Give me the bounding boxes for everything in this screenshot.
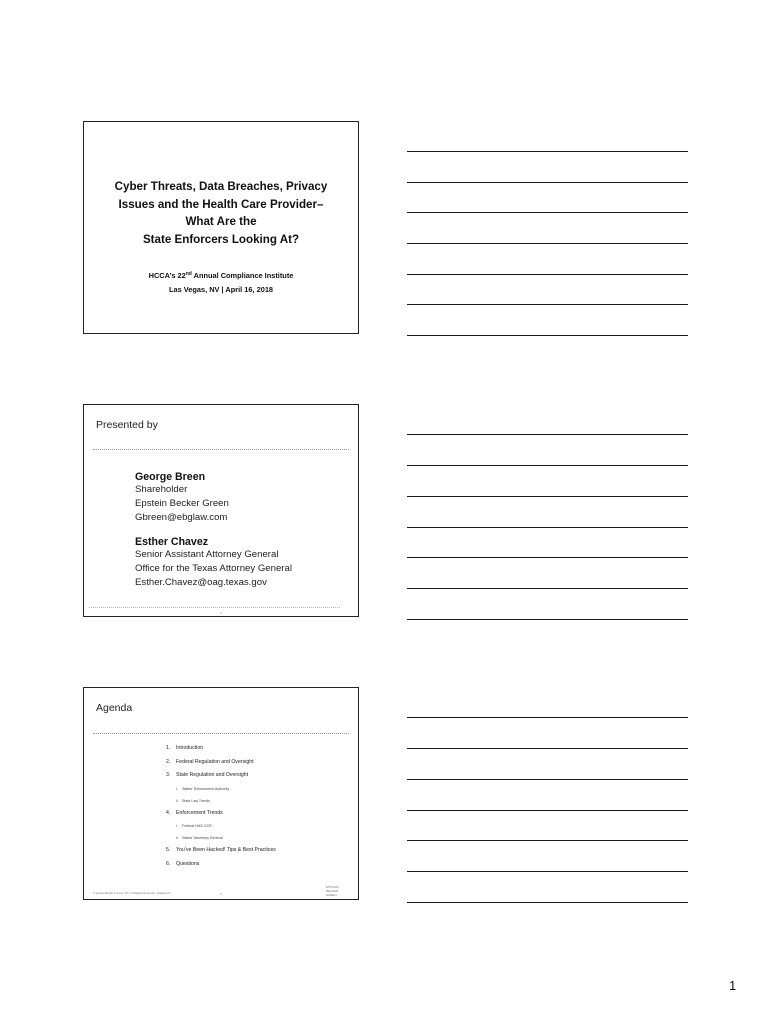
agenda-item: 2. Federal Regulation and Oversight <box>166 758 254 765</box>
slide-page-number: 2 <box>220 611 222 615</box>
note-line <box>407 840 688 841</box>
note-line <box>407 810 688 811</box>
agenda-list <box>166 742 276 871</box>
presenter-detail: Senior Assistant Attorney General <box>135 549 279 560</box>
presenter-block <box>135 536 292 590</box>
note-line <box>407 182 688 183</box>
footer-divider <box>89 607 340 608</box>
note-line <box>407 496 688 497</box>
event-line: HCCA’s 22nd Annual Compliance Institute <box>148 271 294 280</box>
title-line: State Enforcers Looking At? <box>142 232 300 246</box>
note-line <box>407 717 688 718</box>
title-line: Issues and the Health Care Provider– <box>118 197 324 211</box>
slide-page-number: 3 <box>220 892 222 896</box>
slide-footer-text: © Epstein Becker & Green, P.C. | All Rights Reserved. | ebglaw.com <box>93 892 171 895</box>
presenter-detail: Epstein Becker Green <box>135 498 229 509</box>
note-line <box>407 335 688 336</box>
note-line <box>407 212 688 213</box>
note-line <box>407 779 688 780</box>
slide-presenters <box>83 404 359 617</box>
slide-heading: Agenda <box>96 702 133 714</box>
location-line: Las Vegas, NV | April 16, 2018 <box>168 285 274 294</box>
presenter-email[interactable]: Esther.Chavez@oag.texas.gov <box>135 577 267 588</box>
note-line <box>407 151 688 152</box>
firm-logo: EPSTEIN BECKER GREEN <box>326 885 339 897</box>
agenda-item: 5. You’ve Been Hacked! Tips & Best Practices <box>166 847 276 853</box>
presenter-block <box>135 471 229 525</box>
agenda-subitem: i. Federal HHS OCR <box>176 824 212 828</box>
agenda-subitem: ii. State Law Trends <box>176 798 210 803</box>
title-line: Cyber Threats, Data Breaches, Privacy <box>114 180 328 193</box>
note-line <box>407 557 688 558</box>
heading-divider <box>93 733 349 734</box>
note-line <box>407 304 688 305</box>
presenter-detail: Office for the Texas Attorney General <box>135 563 292 574</box>
presenter-email[interactable]: Gbreen@ebglaw.com <box>135 512 228 523</box>
note-line <box>407 434 688 435</box>
agenda-subitem: ii. States’ Attorneys General <box>176 836 223 840</box>
presenter-name: Esther Chavez <box>135 536 209 548</box>
agenda-item: 3. State Regulation and Oversight <box>166 772 249 778</box>
note-line <box>407 748 688 749</box>
presenter-detail: Shareholder <box>135 484 188 495</box>
title-line: What Are the <box>185 215 257 228</box>
agenda-item: 1. Introduction <box>166 745 204 751</box>
slide-heading: Presented by <box>96 419 158 431</box>
slide-title-text <box>84 178 358 248</box>
slide-title <box>83 121 359 334</box>
note-line <box>407 243 688 244</box>
slide-agenda <box>83 687 359 900</box>
note-line <box>407 902 688 903</box>
page-number: 1 <box>729 978 737 993</box>
note-line <box>407 619 688 620</box>
heading-divider <box>93 449 349 450</box>
note-line <box>407 871 688 872</box>
note-line <box>407 588 688 589</box>
agenda-item: 6. Questions <box>166 860 200 867</box>
note-line <box>407 527 688 528</box>
note-line <box>407 274 688 275</box>
note-line <box>407 465 688 466</box>
agenda-item: 4. Enforcement Trends <box>166 809 223 816</box>
presenter-name: George Breen <box>135 471 206 483</box>
slide-subtitle <box>84 267 358 297</box>
agenda-subitem: i. States’ Enforcement Authority <box>176 786 230 791</box>
